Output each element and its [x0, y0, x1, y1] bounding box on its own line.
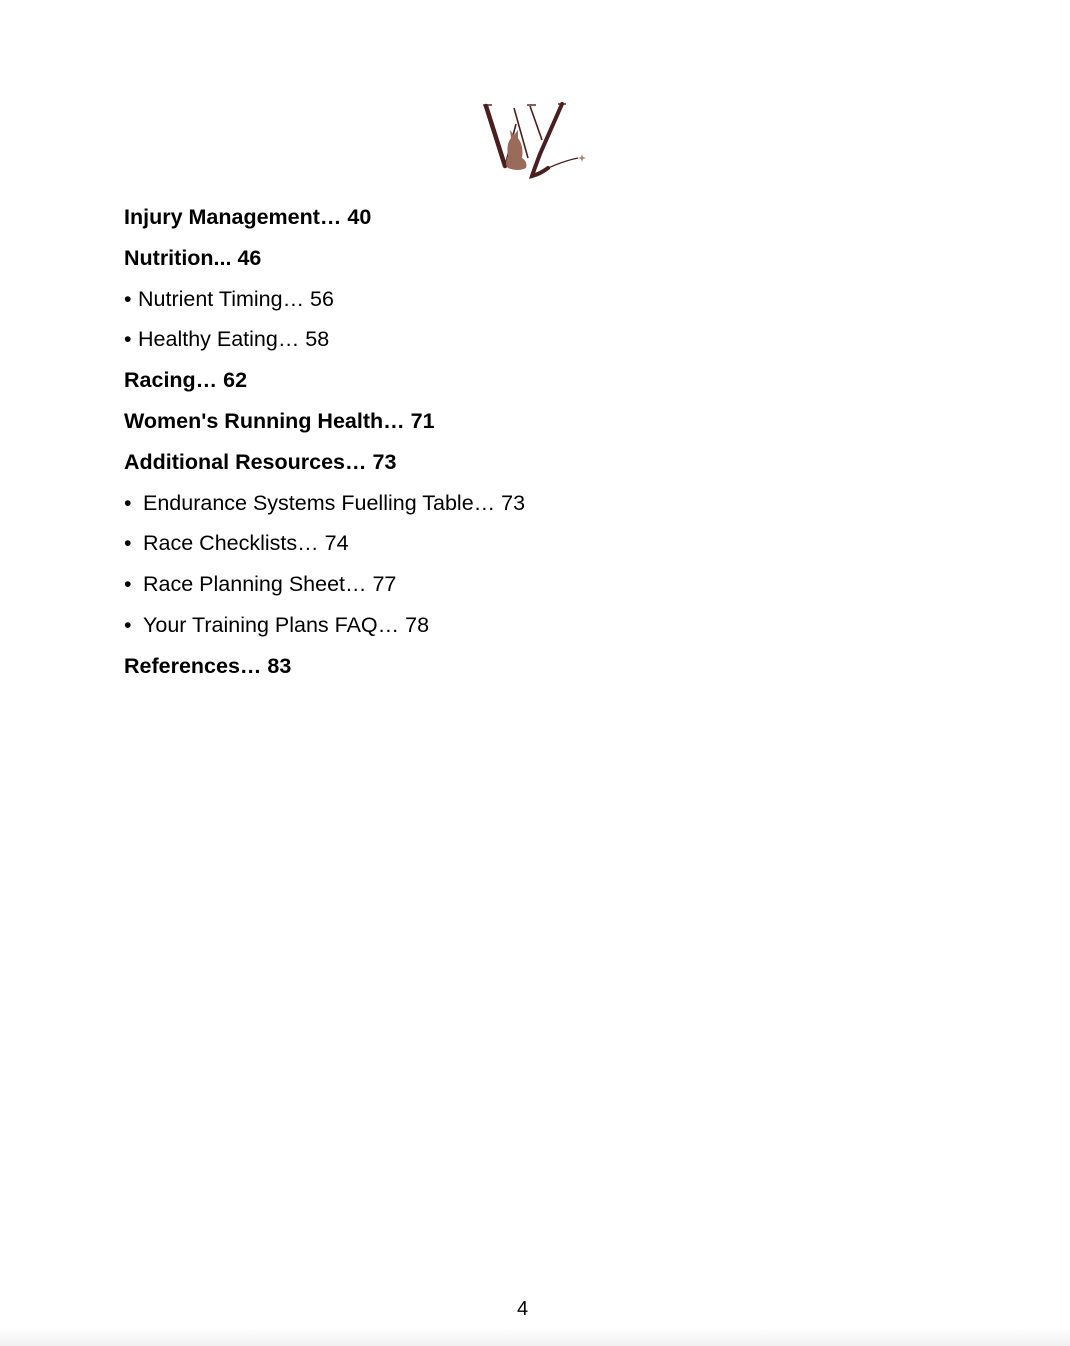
wy-monogram-cat-logo-icon — [478, 96, 590, 184]
toc-entry-text: Nutrition... 46 — [124, 245, 262, 270]
toc-subentry — [124, 486, 824, 527]
toc-entry-text: Additional Resources… 73 — [124, 449, 397, 474]
table-of-contents — [124, 200, 824, 690]
toc-entry-text: Women's Running Health… 71 — [124, 408, 435, 433]
toc-entry — [124, 363, 824, 404]
toc-entry-text: Race Planning Sheet… 77 — [143, 572, 397, 597]
bullet-icon: • — [124, 286, 132, 311]
bullet-icon: • — [124, 531, 132, 556]
toc-subentry — [124, 322, 824, 363]
toc-entry — [124, 200, 824, 241]
toc-entry-text: Healthy Eating… 58 — [138, 327, 330, 352]
page-bottom-edge — [0, 1328, 1070, 1346]
bullet-icon: • — [124, 327, 132, 352]
toc-subentry — [124, 526, 824, 567]
toc-entry-text: Your Training Plans FAQ… 78 — [143, 612, 430, 637]
bullet-icon: • — [124, 572, 132, 597]
bullet-icon: • — [124, 490, 132, 515]
toc-entry-text: Injury Management… 40 — [124, 205, 372, 229]
toc-entry-text: Racing… 62 — [124, 368, 248, 393]
toc-entry — [124, 445, 824, 486]
toc-subentry — [124, 282, 824, 323]
toc-entry — [124, 404, 824, 445]
page-number: 4 — [516, 1298, 529, 1320]
bullet-icon: • — [124, 612, 132, 637]
toc-entry-text: References… 83 — [124, 653, 292, 678]
toc-entry-text: Endurance Systems Fuelling Table… 73 — [143, 490, 526, 515]
toc-entry-text: Nutrient Timing… 56 — [138, 286, 334, 311]
toc-entry — [124, 241, 824, 282]
toc-entry-text: Race Checklists… 74 — [143, 531, 349, 556]
toc-subentry — [124, 608, 824, 649]
toc-subentry — [124, 567, 824, 608]
toc-entry — [124, 649, 824, 690]
